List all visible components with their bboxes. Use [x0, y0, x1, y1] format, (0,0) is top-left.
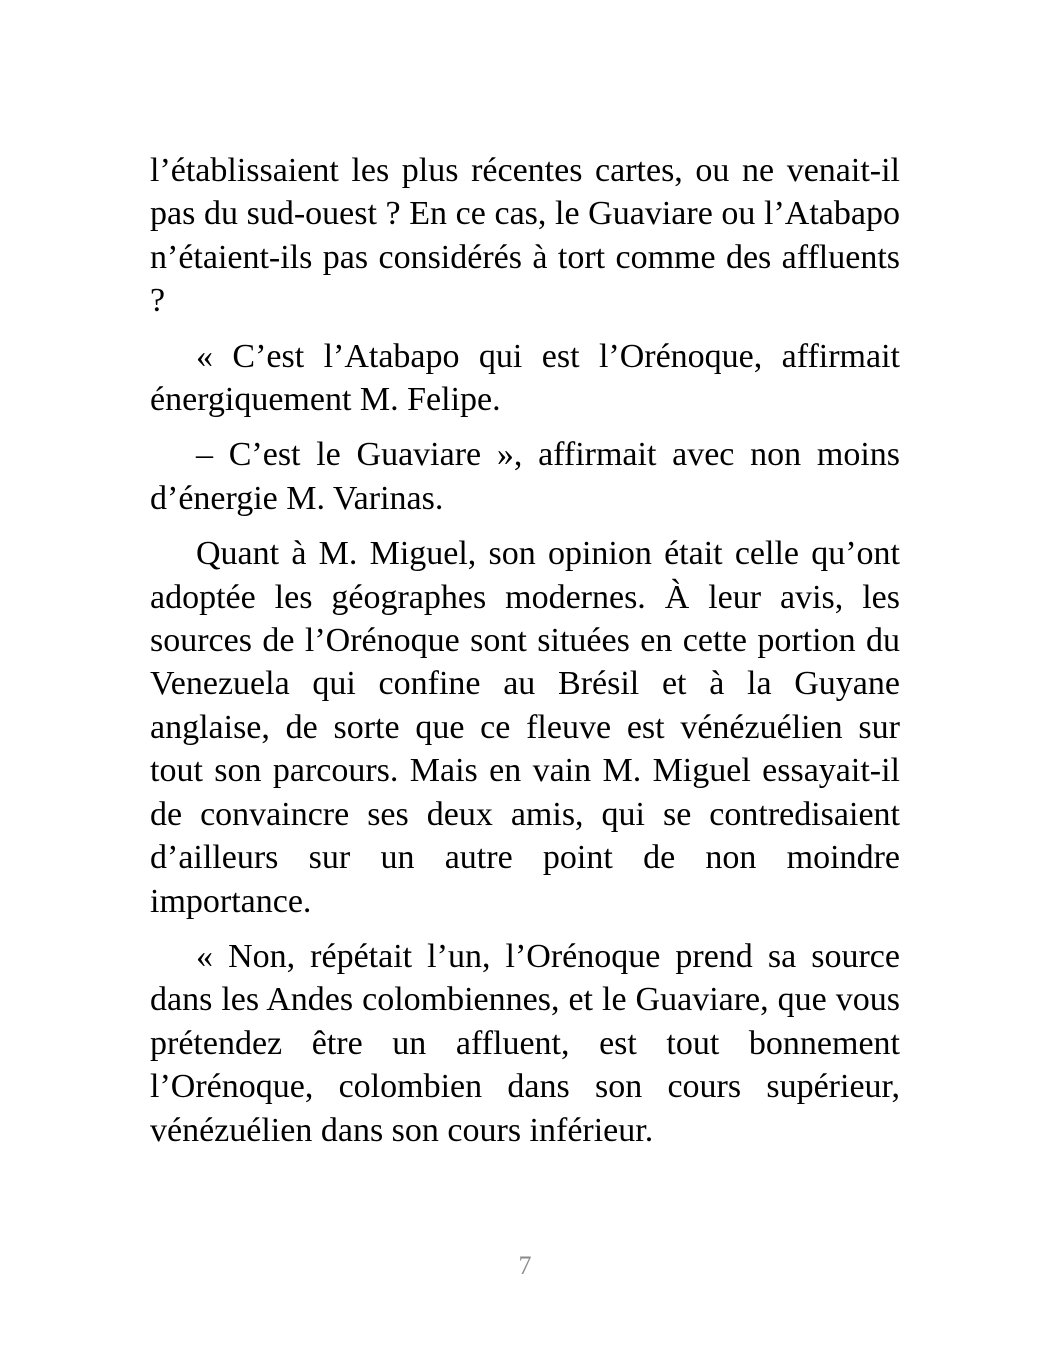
page-body	[150, 149, 900, 1164]
paragraph-miguel-opinion: Quant à M. Miguel, son opinion était celle qu’ont adoptée les géographes modernes. À leur avis, les sources de l’Orénoque sont situées en cette portion du Venezuela qui confine au Brésil et à la Guyane anglaise, de sorte que ce fleuve est vénézuélien sur tout son parcours. Mais en vain M. Miguel essayait-il de convaincre ses deux amis, qui se contredisaient d’ailleurs sur un autre point de non moindre importance.	[150, 535, 900, 920]
paragraph-continuation: l’établissaient les plus récentes cartes, ou ne venait-il pas du sud-ouest ? En ce cas, le Guaviare ou l’Atabapo n’étaient-ils pas considérés à tort comme des affluents ?	[150, 152, 900, 320]
paragraph-felipe-quote: « C’est l’Atabapo qui est l’Orénoque, affirmait énergiquement M. Felipe.	[150, 337, 900, 419]
paragraph-dialogue: « Non, répétait l’un, l’Orénoque prend sa source dans les Andes colombiennes, et le Guaviare, que vous prétendez être un affluent, est tout bonnement l’Orénoque, colombien dans son cours supérieur, vénézuélien dans son cours inférieur.	[150, 937, 900, 1149]
paragraph-varinas-quote: – C’est le Guaviare », affirmait avec non moins d’énergie M. Varinas.	[150, 436, 900, 517]
page-number: 7	[518, 1251, 532, 1280]
